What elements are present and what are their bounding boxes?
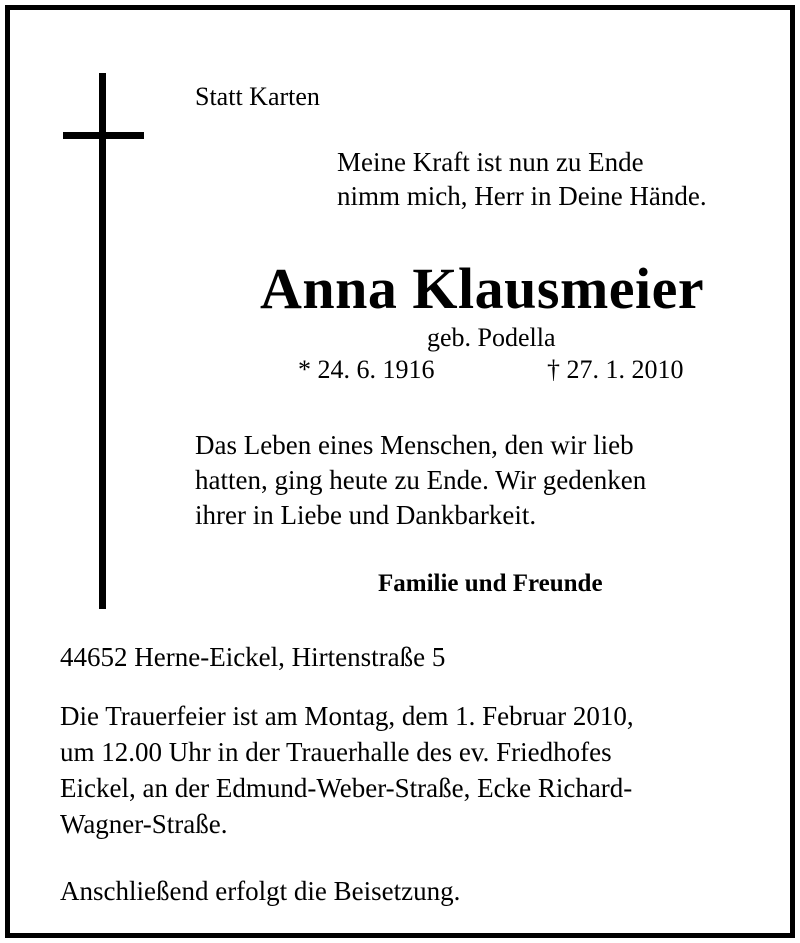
burial-info: Anschließend erfolgt die Beisetzung. — [60, 876, 461, 906]
funeral-line: um 12.00 Uhr in der Trauerhalle des ev. Friedhofes — [60, 737, 612, 767]
funeral-line: Eickel, an der Edmund-Weber-Straße, Ecke Richard- — [60, 773, 633, 803]
obituary-frame — [5, 5, 795, 938]
cross-icon — [99, 73, 106, 609]
tribute-line: Das Leben eines Menschen, den wir lieb — [195, 430, 634, 460]
funeral-line: Die Trauerfeier ist am Montag, dem 1. Februar 2010, — [60, 701, 634, 731]
tribute-line: hatten, ging heute zu Ende. Wir gedenken — [195, 465, 647, 495]
tribute-text — [195, 428, 646, 533]
verse-line: nimm mich, Herr in Deine Hände. — [337, 181, 707, 211]
verse — [337, 145, 707, 213]
deceased-name: Anna Klausmeier — [260, 256, 705, 321]
verse-line: Meine Kraft ist nun zu Ende — [337, 147, 644, 177]
funeral-info — [60, 698, 634, 842]
birth-date: * 24. 6. 1916 — [298, 355, 435, 384]
cross-icon-bar — [63, 132, 144, 139]
address: 44652 Herne-Eickel, Hirtenstraße 5 — [60, 642, 446, 672]
funeral-line: Wagner-Straße. — [60, 809, 228, 839]
tribute-line: ihrer in Liebe und Dankbarkeit. — [195, 500, 537, 530]
death-date: † 27. 1. 2010 — [547, 355, 684, 384]
signature: Familie und Freunde — [378, 570, 603, 597]
maiden-name: geb. Podella — [427, 323, 556, 352]
statt-karten: Statt Karten — [195, 82, 320, 111]
